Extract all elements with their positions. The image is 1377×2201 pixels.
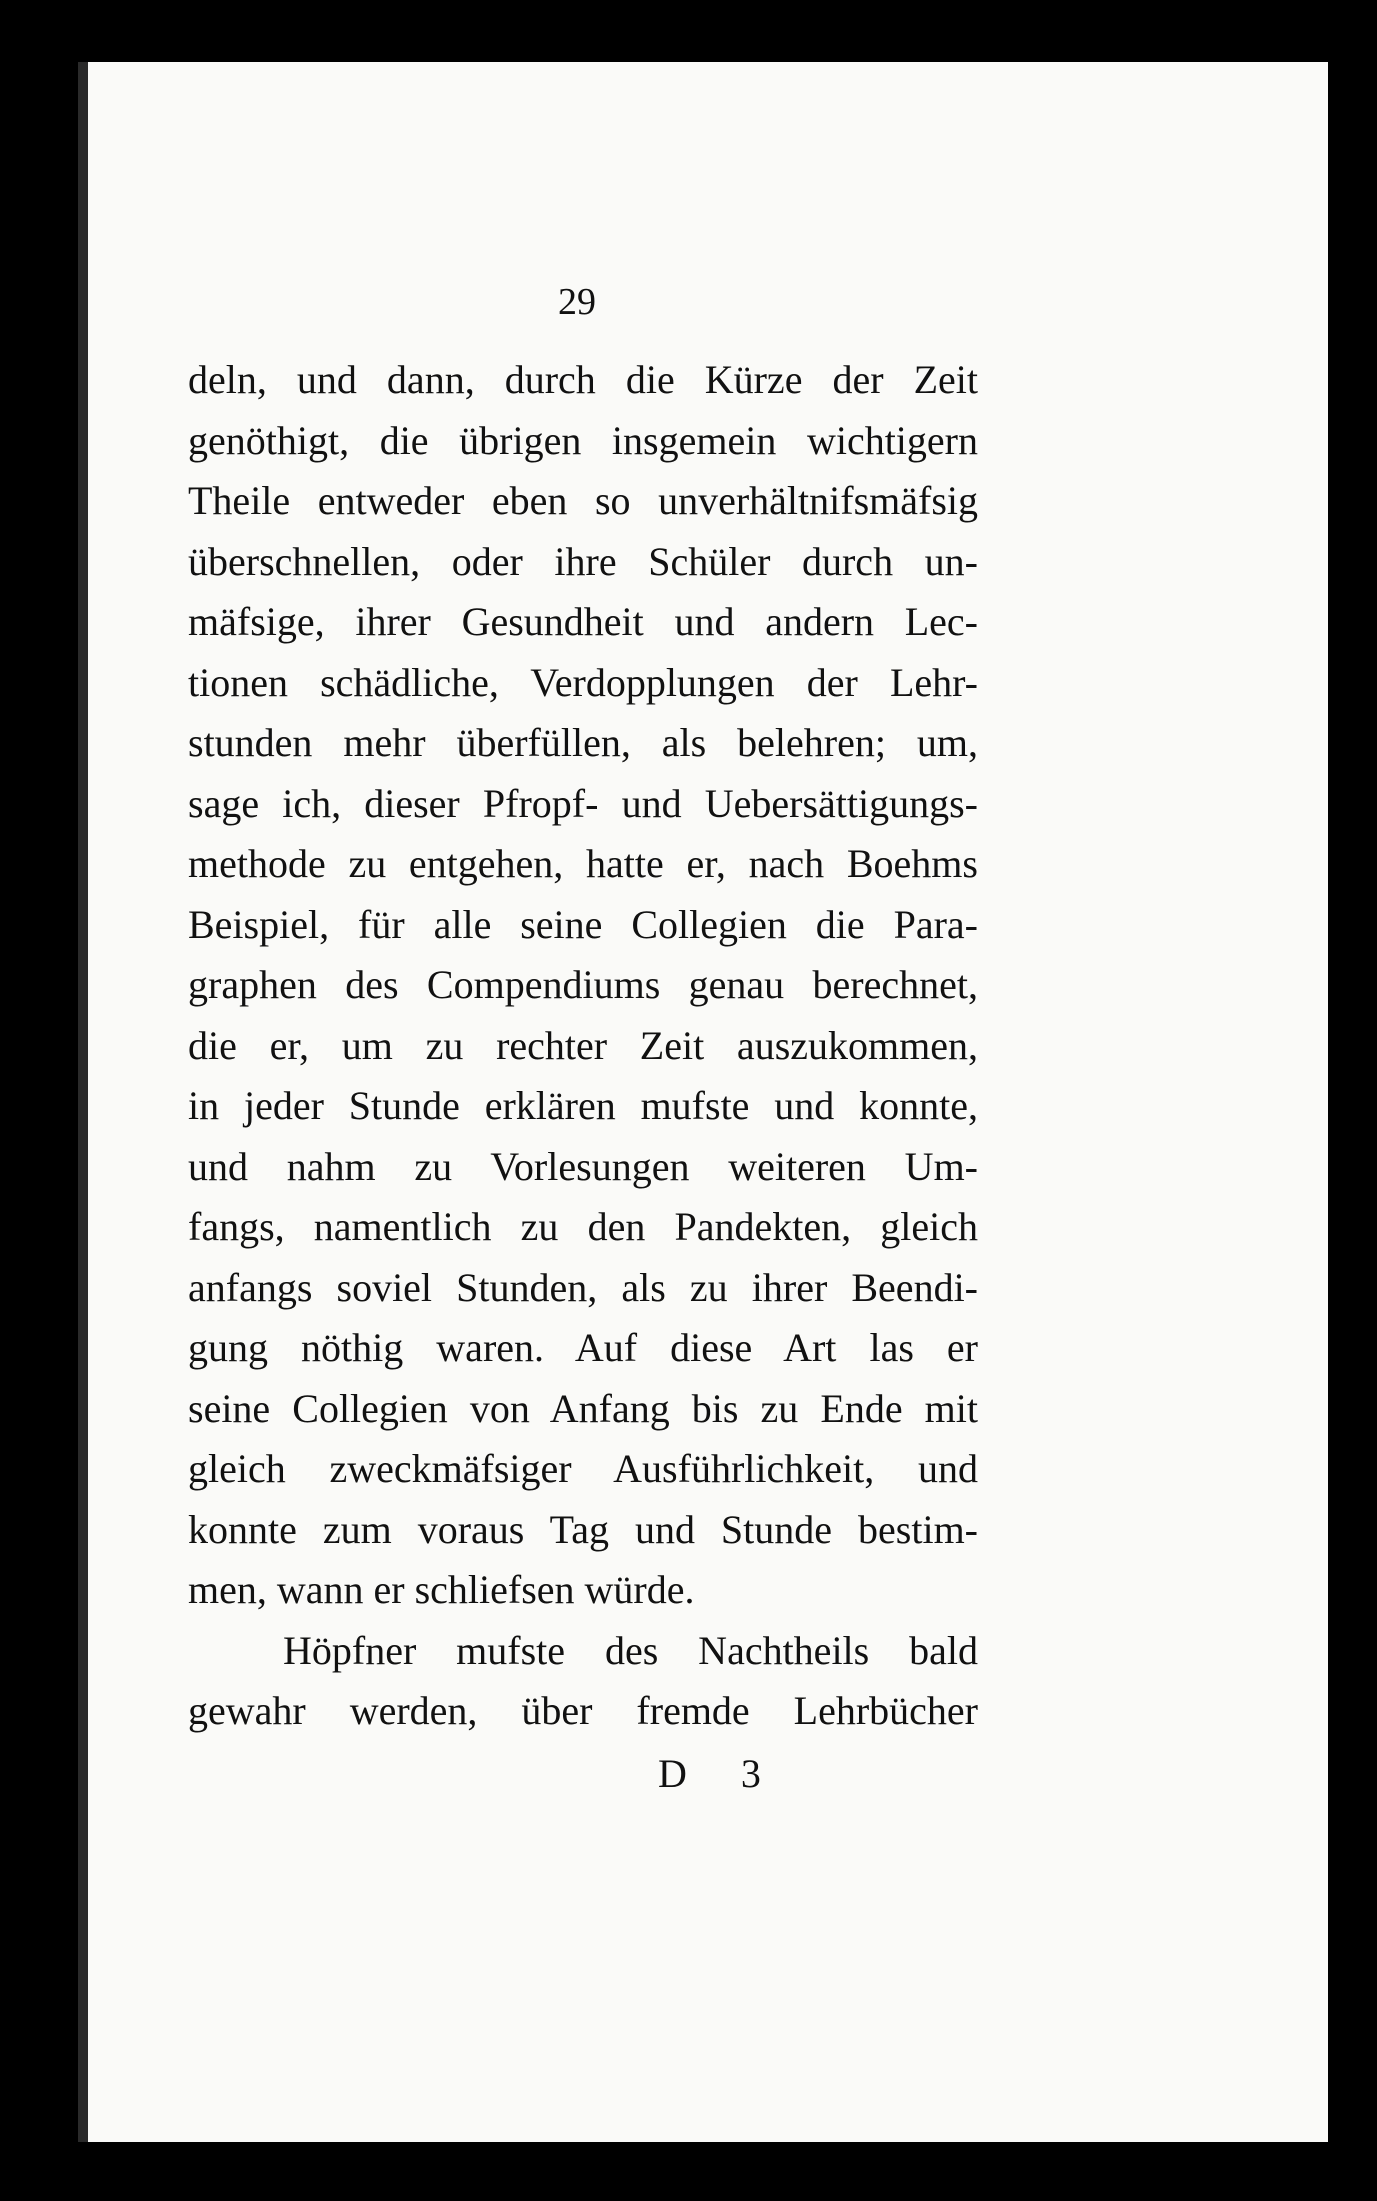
text-line: tionen schädliche, Verdopplungen der Lehr- [188,659,978,705]
body-text [188,350,978,1742]
text-line: sage ich, dieser Pfropf- und Uebersättigungs- [188,780,978,826]
text-line: methode zu entgehen, hatte er, nach Boehms [188,841,978,886]
page-number: 29 [558,281,596,323]
text-line: konnte zum voraus Tag und Stunde bestim- [188,1506,978,1552]
text-line: gleich zweckmäfsiger Ausführlichkeit, und [188,1446,978,1491]
text-line: anfangs soviel Stunden, als zu ihrer Beendi- [188,1264,978,1310]
text-line: und nahm zu Vorlesungen weiteren Um- [188,1143,978,1189]
text-line: Beispiel, für alle seine Collegien die Para- [188,901,978,947]
book-page [78,62,1328,2142]
text-line: seine Collegien von Anfang bis zu Ende mit [188,1385,978,1431]
text-line: die er, um zu rechter Zeit auszukommen, [188,1022,978,1068]
text-line: überschnellen, oder ihre Schüler durch un- [188,538,978,584]
text-line: mäfsige, ihrer Gesundheit und andern Lec- [188,599,978,644]
text-line: stunden mehr überfüllen, als belehren; um, [188,720,978,765]
text-line: Höpfner mufste des Nachtheils bald [283,1627,978,1673]
text-line: genöthigt, die übrigen insgemein wichtigern [188,417,978,463]
text-line: fangs, namentlich zu den Pandekten, gleich [188,1204,978,1249]
text-line: deln, und dann, durch die Kürze der Zeit [188,357,978,402]
text-line: gewahr werden, über fremde Lehrbücher [188,1688,978,1733]
text-line: men, wann er schliefsen würde. [188,1567,695,1612]
text-line: Theile entweder eben so unverhältnifsmäfsig [188,478,978,523]
text-line: graphen des Compendiums genau berechnet, [188,962,978,1007]
signature-mark: D 3 [658,1751,783,1796]
text-line: in jeder Stunde erklären mufste und konnte, [188,1083,978,1128]
text-line: gung nöthig waren. Auf diese Art las er [188,1325,978,1370]
